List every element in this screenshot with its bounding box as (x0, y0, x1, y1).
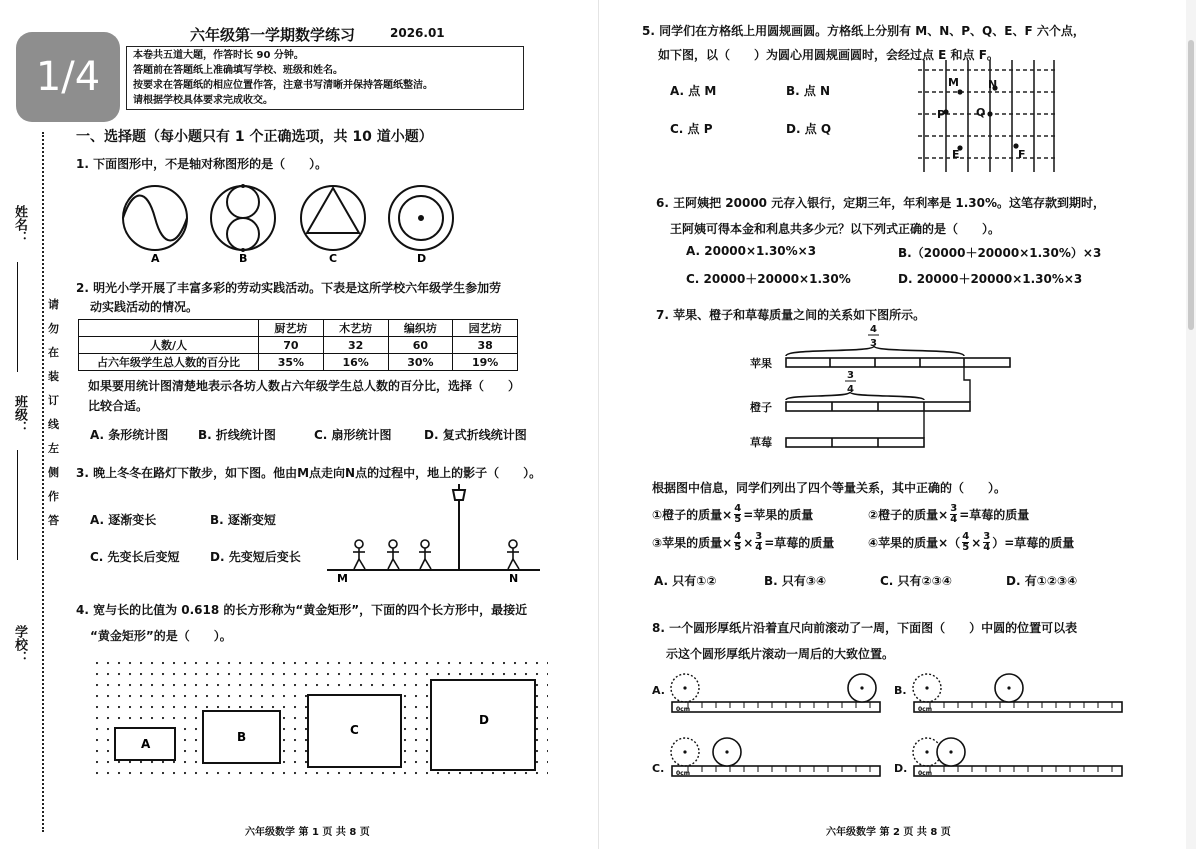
svg-text:3: 3 (870, 338, 877, 349)
question-6-option-c: C. 20000＋20000×1.30% (686, 272, 851, 286)
figure-b-circles (211, 186, 275, 250)
footer-page-1: 六年级数学 第 1 页 共 8 页 (245, 827, 370, 838)
point-p: P (937, 108, 946, 121)
question-7-option-c: C. 只有②③④ (880, 574, 953, 588)
golden-rectangle-grid (96, 662, 548, 780)
fruit-bar-diagram (740, 320, 1020, 452)
question-6-option-d: D. 20000＋20000×1.30%×3 (898, 272, 1083, 286)
question-7-option-b: B. 只有③④ (764, 574, 827, 588)
label-strawberry: 草莓 (750, 436, 772, 449)
question-8-text-1: 8. 一个圆形厚纸片沿着直尺向前滚动了一周，下面图（ ）中圆的位置可以表 (652, 621, 1078, 635)
question-2-text-2: 动实践活动的情况。 (90, 300, 199, 314)
svg-text:4: 4 (847, 384, 854, 395)
svg-text:A: A (141, 737, 151, 751)
option-c-label: C. (652, 762, 665, 775)
svg-text:D: D (479, 713, 489, 727)
question-2-option-c: C. 扇形统计图 (314, 428, 392, 442)
section-1-title: 一、选择题（每小题只有 1 个正确选项，共 10 道小题） (76, 129, 433, 145)
table-header-row: 厨艺坊 木艺坊 编织坊 园艺坊 (79, 320, 518, 337)
table-row: 人数/人 70 32 60 38 (79, 337, 518, 354)
question-5-text-2: 如下图，以（ ）为圆心用圆规画圆时，会经过点 E 和点 F。 (658, 48, 999, 62)
svg-text:0cm: 0cm (918, 770, 932, 777)
point-q: Q (976, 106, 986, 119)
svg-text:0cm: 0cm (918, 706, 932, 713)
rolling-circle-options (650, 668, 1130, 786)
exam-date: 2026.01 (390, 26, 445, 40)
footer-page-2: 六年级数学 第 2 页 共 8 页 (826, 827, 951, 838)
point-n-label: N (509, 572, 519, 585)
school-label: 学校： (12, 625, 27, 664)
question-1-figures (115, 178, 455, 266)
figure-label-b: B (239, 252, 248, 265)
name-label: 姓名： (12, 205, 27, 244)
statement-2: ②橙子的质量× $\frac{3}{4}$ =草莓的质量 (868, 503, 1030, 525)
question-2-option-b: B. 折线统计图 (198, 428, 276, 442)
question-2-option-a: A. 条形统计图 (90, 428, 169, 442)
compass-grid-figure (918, 60, 1058, 172)
binding-dotted-line (42, 132, 44, 832)
table-row: 占六年级学生总人数的百分比 35% 16% 30% 19% (79, 354, 518, 371)
statement-1: ①橙子的质量× $\frac{4}{5}$ =苹果的质量 (652, 503, 814, 525)
question-2-text-1: 2. 明光小学开展了丰富多彩的劳动实践活动。下表是这所学校六年级学生参加劳 (76, 281, 502, 295)
page-divider (598, 0, 599, 849)
question-4-text-1: 4. 宽与长的比值为 0.618 的长方形称为“黄金矩形”，下面的四个长方形中，最接近 (76, 603, 528, 617)
svg-text:B: B (237, 730, 247, 744)
question-4-text-2: “黄金矩形”的是（ ）。 (90, 629, 232, 643)
svg-text:0cm: 0cm (676, 770, 690, 777)
question-2-option-d: D. 复式折线统计图 (424, 428, 527, 442)
question-5-option-a: A. 点 M (670, 84, 717, 98)
question-6-text-2: 王阿姨可得本金和利息共多少元？以下列式正确的是（ ）。 (670, 222, 1001, 236)
activity-table (78, 319, 518, 371)
question-1-text: 1. 下面图形中，不是轴对称图形的是（ ）。 (76, 157, 328, 171)
svg-text:3: 3 (847, 370, 854, 381)
orange-bar (786, 402, 970, 411)
label-apple: 苹果 (750, 357, 772, 370)
point-e: E (952, 148, 960, 161)
walker-figures (353, 540, 519, 569)
point-m: M (948, 76, 959, 89)
question-3-option-b: B. 逐渐变短 (210, 513, 276, 527)
figure-label-d: D (417, 252, 427, 265)
streetlight-scene (325, 478, 545, 586)
instructions-box: 本卷共五道大题，作答时长 90 分钟。 答题前在答题纸上准确填写学校、班级和姓名。 按要求在答题纸的相应位置作答，注意书写清晰并保持答题纸整洁。 请根据学校具体要求完成收交。 (126, 46, 524, 110)
figure-d-concentric (389, 186, 453, 250)
exam-title: 六年级第一学期数学练习 (190, 26, 356, 44)
question-2-text-3: 如果要用统计图清楚地表示各坊人数占六年级学生总人数的百分比，选择（ ） (88, 379, 521, 393)
figure-c-triangle (301, 186, 365, 250)
question-7-text-2: 根据图中信息，同学们列出了四个等量关系，其中正确的（ ）。 (652, 481, 1007, 495)
question-6-option-a: A. 20000×1.30%×3 (686, 244, 817, 258)
svg-text:4: 4 (870, 324, 877, 335)
question-3-option-d: D. 先变短后变长 (210, 550, 301, 564)
svg-text:0cm: 0cm (676, 706, 690, 713)
statement-3: ③苹果的质量× $\frac{4}{5}$ × $\frac{3}{4}$ =草莓的质量 (652, 531, 835, 553)
question-5-option-d: D. 点 Q (786, 122, 832, 136)
point-n: N (988, 78, 998, 91)
question-7-option-a: A. 只有①② (654, 574, 717, 588)
streetlight-icon (453, 484, 465, 570)
page-indicator-badge: 1/4 (16, 32, 120, 122)
figure-a-yin-yang (123, 186, 187, 250)
apple-bar (786, 358, 1010, 367)
point-f: F (1018, 148, 1026, 161)
question-6-text-1: 6. 王阿姨把 20000 元存入银行，定期三年，年利率是 1.30%。这笔存款到期时， (656, 196, 1106, 210)
figure-label-c: C (329, 252, 338, 265)
option-a-label: A. (652, 684, 665, 697)
question-7-text: 7. 苹果、橙子和草莓质量之间的关系如下图所示。 (656, 308, 926, 322)
scrollbar-thumb[interactable] (1188, 40, 1194, 330)
class-label: 班级： (12, 395, 27, 434)
question-3-option-c: C. 先变长后变短 (90, 550, 180, 564)
question-5-option-c: C. 点 P (670, 122, 713, 136)
class-blank-line (17, 450, 18, 560)
figure-label-a: A (151, 252, 160, 265)
vertical-scrollbar[interactable] (1186, 0, 1196, 849)
question-3-option-a: A. 逐渐变长 (90, 513, 157, 527)
label-orange: 橙子 (750, 401, 772, 414)
question-8-text-2: 示这个圆形厚纸片滚动一周后的大致位置。 (666, 647, 895, 661)
question-5-text-1: 5. 同学们在方格纸上用圆规画圆。方格纸上分别有 M、N、P、Q、E、F 六个点， (642, 24, 1085, 38)
option-d-label: D. (894, 762, 908, 775)
question-3-text: 3. 晚上冬冬在路灯下散步，如下图。他由M点走向N点的过程中，地上的影子（ ）。 (76, 466, 542, 480)
question-7-option-d: D. 有①②③④ (1006, 574, 1078, 588)
option-b-label: B. (894, 684, 907, 697)
point-m-label: M (337, 572, 348, 585)
statement-4: ④苹果的质量×（ $\frac{4}{5}$ × $\frac{3}{4}$ ）=草莓的质量 (868, 531, 1075, 553)
strawberry-bar (786, 438, 924, 447)
name-blank-line (17, 262, 18, 372)
svg-text:C: C (350, 723, 359, 737)
question-2-text-4: 比较合适。 (88, 399, 149, 413)
question-6-option-b: B.（20000＋20000×1.30%）×3 (898, 246, 1102, 260)
question-5-option-b: B. 点 N (786, 84, 831, 98)
